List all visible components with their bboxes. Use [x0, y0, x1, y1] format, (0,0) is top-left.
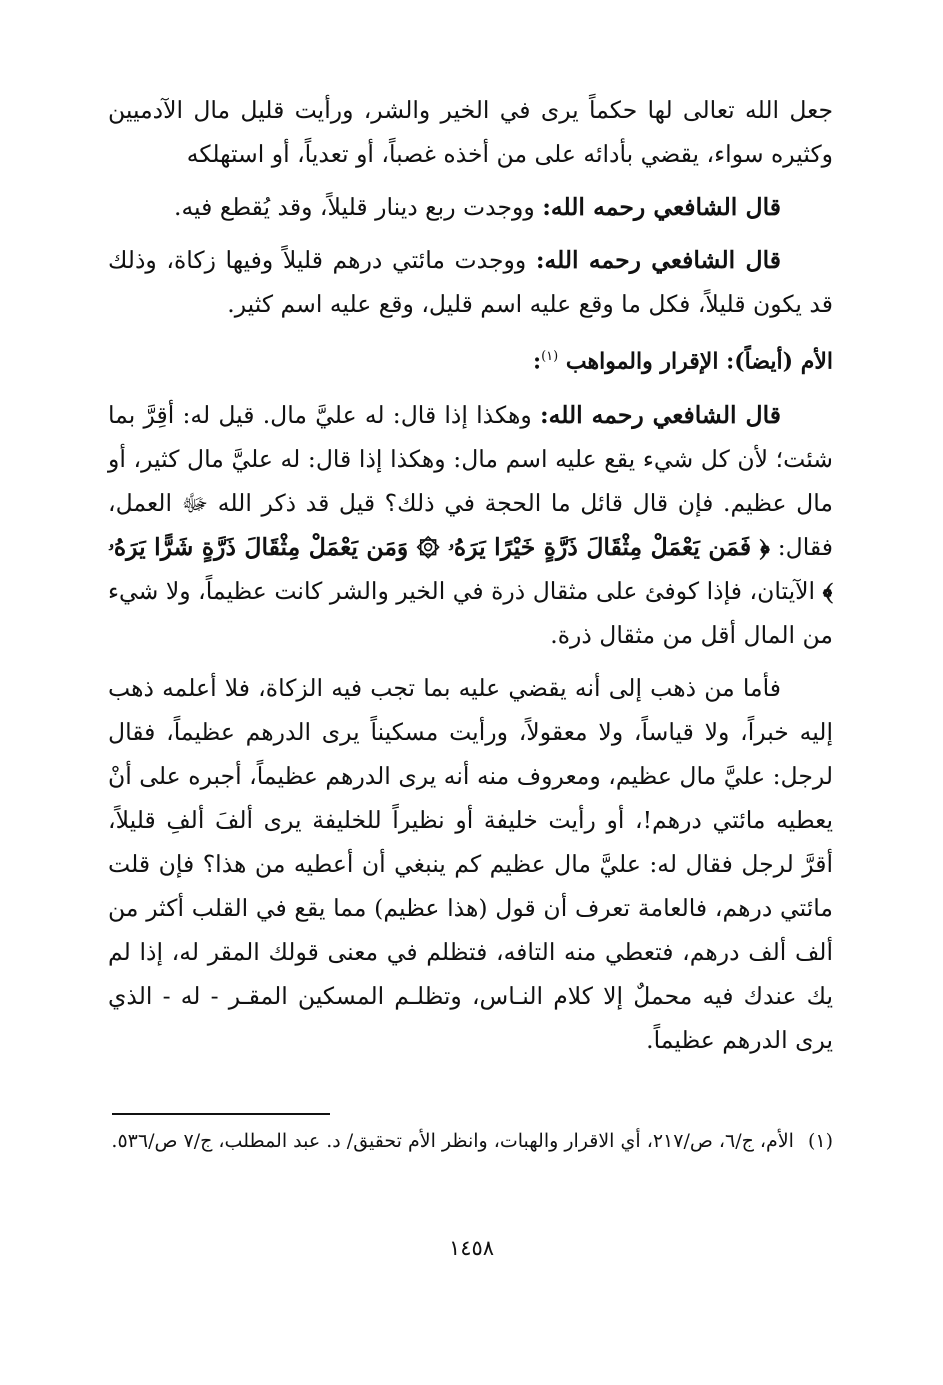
paragraph-5: فأما من ذهب إلى أنه يقضي عليه بما تجب فيه الزكاة، فلا أعلمه ذهب إليه خبراً، ولا قياساً، ولا معقولاً، ورأيت مسكيناً يرى الدرهم عظيماً، فقال لرجل: عليَّ مال عظيم، ومعروف منه أنه يرى الدرهم عظيماً، أجبره على أنْ يعطيه مائتي درهم!، أو رأيت خليفة أو نظيراً للخليفة يرى ألفَ ألفِ قليلاً، أقرَّ لرجل فقال له: عليَّ مال عظيم كم ينبغي أن أعطيه من هذا؟ فإن قلت مائتي درهم، فالعامة تعرف أن قول (هذا عظيم) مما يقع في القلب أكثر من ألف ألف درهم، فتعطي منه التافه، فتظلم في معنى قولك المقر له، إذا لم يك عندك فيه محملٌ إلا كلام النـاس، وتظلـم المسكين المقـر - له - الذي يرى الدرهم عظيماً. — [108, 674, 833, 1055]
page-number: ١٤٥٨ — [448, 1236, 495, 1260]
paragraph-text-continued: الآيتان، فإذا كوفئ على مثقال ذرة في الخير والشر كانت عظيماً، ولا شيء من المال أقل من مثقال ذرة. — [108, 577, 833, 650]
paragraph-3 — [108, 238, 833, 326]
footnote-text: الأم، ج/٦، ص/٢١٧، أي الاقرار والهبات، وانظر الأم تحقيق/ د. عبد المطلب، ج/٧ ص/٥٣٦. — [111, 1130, 794, 1152]
speaker-label: قال الشافعي رحمه الله: — [539, 401, 781, 430]
heading-text: الأم (أيضاً): الإقرار والمواهب — [565, 348, 833, 375]
footnote-divider — [112, 1113, 330, 1115]
paragraph-2 — [108, 185, 833, 229]
footnote — [108, 1124, 833, 1158]
paragraph-4 — [108, 393, 833, 657]
speaker-label: قال الشافعي رحمه الله: — [535, 246, 781, 274]
main-text — [108, 88, 833, 1071]
footnote-reference: (١) — [541, 349, 559, 364]
paragraph-text: وهكذا إذا قال: له عليَّ مال. قيل له: أقِرَّ بما شئت؛ لأن كل شيء يقع عليه اسم مال: وهكذا إذا قال: له عليَّ مال كثير، أو مال عظيم. فإن قال قائل ما الحجة في ذلك؟ قيل قد ذكر الله ﷻ العمل، فقال: — [108, 401, 833, 562]
paragraph-text: ووجدت مائتي درهم قليلاً وفيها زكاة، وذلك قد يكون قليلاً، فكل ما وقع عليه اسم قليل، وقع عليه اسم كثير. — [108, 246, 833, 318]
speaker-label: قال الشافعي رحمه الله: — [542, 193, 781, 221]
footnote-number: (١) — [807, 1130, 833, 1152]
paragraph-1: جعل الله تعالى لها حكماً يرى في الخير والشر، ورأيت قليل مال الآدميين وكثيره سواء، يقضي بأدائه على من أخذه غصباً، أو تعدياً، أو استهلكه — [108, 96, 833, 168]
heading-suffix: : — [532, 348, 542, 375]
quran-verse: ﴿ فَمَن يَعْمَلْ مِثْقَالَ ذَرَّةٍ خَيْرًا يَرَهُۥ ۞ وَمَن يَعْمَلْ مِثْقَالَ ذَرَّةٍ شَرًّا يَرَهُۥ ﴾ — [108, 533, 833, 606]
section-heading — [108, 335, 833, 383]
paragraph-text: ووجدت ربع دينار قليلاً، وقد يُقطع فيه. — [173, 193, 543, 221]
